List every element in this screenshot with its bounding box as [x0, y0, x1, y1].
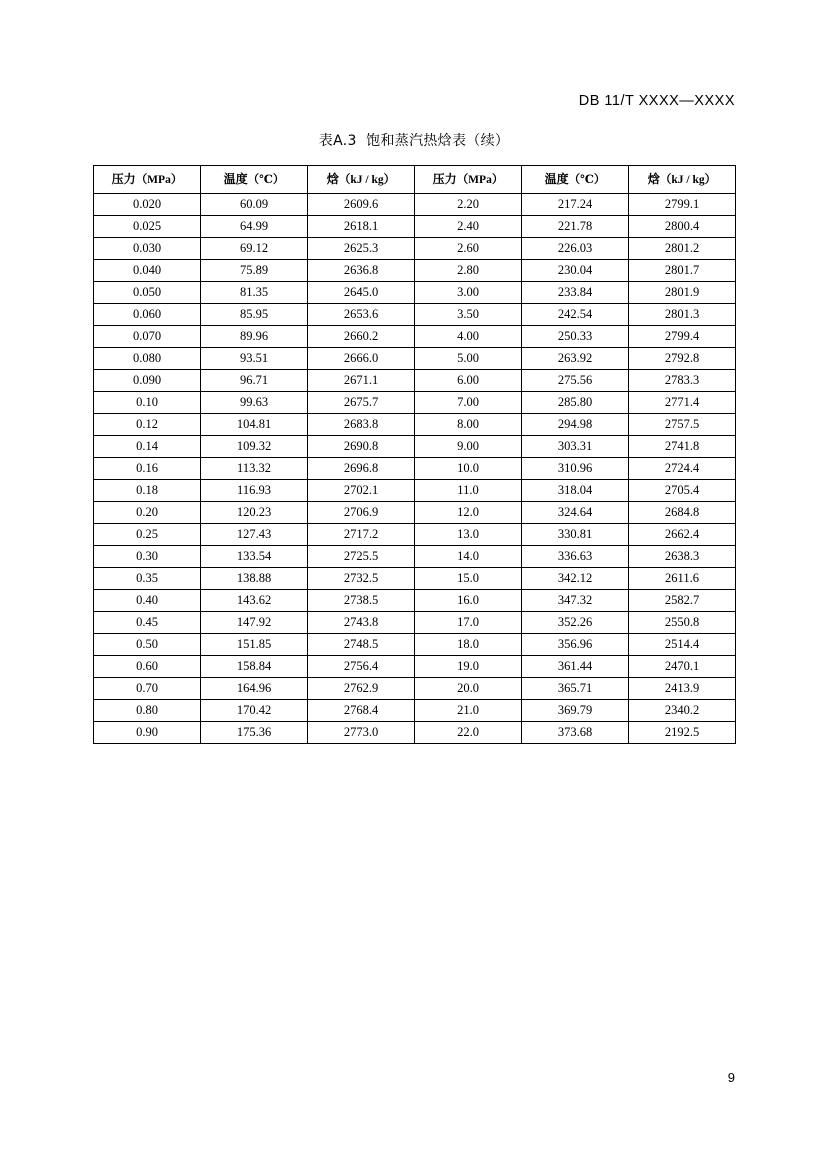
table-cell: 2645.0 [308, 282, 415, 304]
table-cell: 0.80 [94, 700, 201, 722]
table-cell: 233.84 [522, 282, 629, 304]
table-row [94, 238, 736, 260]
table-cell: 2706.9 [308, 502, 415, 524]
table-cell: 120.23 [201, 502, 308, 524]
table-cell: 356.96 [522, 634, 629, 656]
column-header-pressure-right [415, 166, 522, 194]
table-row [94, 370, 736, 392]
column-header-unit: （℃） [247, 174, 285, 186]
table-cell: 2705.4 [629, 480, 736, 502]
table-cell: 0.30 [94, 546, 201, 568]
table-row [94, 304, 736, 326]
table-cell: 3.50 [415, 304, 522, 326]
table-cell: 64.99 [201, 216, 308, 238]
table-body [94, 194, 736, 744]
table-row [94, 194, 736, 216]
table-cell: 2801.3 [629, 304, 736, 326]
table-cell: 330.81 [522, 524, 629, 546]
table-header [94, 166, 736, 194]
table-cell: 250.33 [522, 326, 629, 348]
table-cell: 303.31 [522, 436, 629, 458]
table-cell: 2684.8 [629, 502, 736, 524]
table-cell: 2618.1 [308, 216, 415, 238]
table-cell: 318.04 [522, 480, 629, 502]
table-cell: 9.00 [415, 436, 522, 458]
table-cell: 2717.2 [308, 524, 415, 546]
table-cell: 0.50 [94, 634, 201, 656]
table-row [94, 458, 736, 480]
table-cell: 16.0 [415, 590, 522, 612]
table-cell: 0.030 [94, 238, 201, 260]
column-header-quantity: 压力 [111, 172, 136, 186]
table-cell: 2671.1 [308, 370, 415, 392]
table-cell: 96.71 [201, 370, 308, 392]
table-cell: 275.56 [522, 370, 629, 392]
table-cell: 170.42 [201, 700, 308, 722]
table-cell: 2.20 [415, 194, 522, 216]
table-cell: 217.24 [522, 194, 629, 216]
table-cell: 19.0 [415, 656, 522, 678]
table-cell: 263.92 [522, 348, 629, 370]
table-row [94, 502, 736, 524]
table-row [94, 436, 736, 458]
table-row [94, 612, 736, 634]
table-cell: 2625.3 [308, 238, 415, 260]
table-cell: 69.12 [201, 238, 308, 260]
table-cell: 365.71 [522, 678, 629, 700]
table-cell: 0.10 [94, 392, 201, 414]
table-cell: 75.89 [201, 260, 308, 282]
table-cell: 0.25 [94, 524, 201, 546]
table-cell: 0.16 [94, 458, 201, 480]
table-cell: 8.00 [415, 414, 522, 436]
table-row [94, 216, 736, 238]
table-cell: 20.0 [415, 678, 522, 700]
table-row [94, 678, 736, 700]
table-cell: 285.80 [522, 392, 629, 414]
table-cell: 93.51 [201, 348, 308, 370]
table-cell: 2690.8 [308, 436, 415, 458]
table-row [94, 700, 736, 722]
table-row [94, 546, 736, 568]
table-cell: 17.0 [415, 612, 522, 634]
table-cell: 11.0 [415, 480, 522, 502]
table-cell: 104.81 [201, 414, 308, 436]
table-row [94, 590, 736, 612]
table-cell: 2741.8 [629, 436, 736, 458]
table-cell: 347.32 [522, 590, 629, 612]
table-cell: 0.20 [94, 502, 201, 524]
table-cell: 10.0 [415, 458, 522, 480]
column-header-enthalpy-right [629, 166, 736, 194]
table-cell: 85.95 [201, 304, 308, 326]
table-row [94, 392, 736, 414]
document-standard-code: DB 11/T XXXX—XXXX [578, 93, 735, 109]
table-cell: 0.020 [94, 194, 201, 216]
table-cell: 2660.2 [308, 326, 415, 348]
table-cell: 4.00 [415, 326, 522, 348]
table-cell: 2666.0 [308, 348, 415, 370]
table-row [94, 282, 736, 304]
table-cell: 2771.4 [629, 392, 736, 414]
table-row [94, 348, 736, 370]
table-cell: 2514.4 [629, 634, 736, 656]
table-cell: 336.63 [522, 546, 629, 568]
table-cell: 113.32 [201, 458, 308, 480]
table-cell: 2748.5 [308, 634, 415, 656]
table-cell: 151.85 [201, 634, 308, 656]
table-cell: 147.92 [201, 612, 308, 634]
table-row [94, 480, 736, 502]
table-row [94, 634, 736, 656]
table-row [94, 656, 736, 678]
table-cell: 2799.1 [629, 194, 736, 216]
table-cell: 99.63 [201, 392, 308, 414]
table-cell: 361.44 [522, 656, 629, 678]
table-cell: 0.090 [94, 370, 201, 392]
table-cell: 2.40 [415, 216, 522, 238]
table-cell: 2638.3 [629, 546, 736, 568]
table-cell: 2762.9 [308, 678, 415, 700]
table-cell: 0.60 [94, 656, 201, 678]
table-cell: 2801.9 [629, 282, 736, 304]
table-cell: 133.54 [201, 546, 308, 568]
column-header-quantity: 温度 [223, 172, 248, 186]
table-header-row [94, 166, 736, 194]
table-cell: 294.98 [522, 414, 629, 436]
table-cell: 0.14 [94, 436, 201, 458]
table-cell: 2732.5 [308, 568, 415, 590]
column-header-unit: （MPa） [135, 174, 183, 186]
table-cell: 369.79 [522, 700, 629, 722]
table-cell: 324.64 [522, 502, 629, 524]
table-cell: 7.00 [415, 392, 522, 414]
table-cell: 164.96 [201, 678, 308, 700]
table-cell: 2783.3 [629, 370, 736, 392]
table-cell: 242.54 [522, 304, 629, 326]
table-cell: 0.35 [94, 568, 201, 590]
table-cell: 0.025 [94, 216, 201, 238]
table-cell: 221.78 [522, 216, 629, 238]
table-cell: 81.35 [201, 282, 308, 304]
column-header-pressure-left [94, 166, 201, 194]
table-cell: 2725.5 [308, 546, 415, 568]
column-header-quantity: 焓 [647, 172, 660, 186]
table-cell: 6.00 [415, 370, 522, 392]
table-cell: 2582.7 [629, 590, 736, 612]
column-header-temperature-left [201, 166, 308, 194]
column-header-unit: （kJ / kg） [338, 174, 396, 186]
table-cell: 15.0 [415, 568, 522, 590]
table-cell: 0.18 [94, 480, 201, 502]
table-cell: 2192.5 [629, 722, 736, 744]
table-cell: 226.03 [522, 238, 629, 260]
table-cell: 109.32 [201, 436, 308, 458]
table-cell: 2662.4 [629, 524, 736, 546]
column-header-unit: （℃） [568, 174, 606, 186]
table-cell: 2756.4 [308, 656, 415, 678]
table-cell: 0.90 [94, 722, 201, 744]
table-cell: 2609.6 [308, 194, 415, 216]
table-cell: 342.12 [522, 568, 629, 590]
table-cell: 2768.4 [308, 700, 415, 722]
table-cell: 373.68 [522, 722, 629, 744]
table-cell: 352.26 [522, 612, 629, 634]
column-header-unit: （kJ / kg） [659, 174, 717, 186]
table-cell: 2696.8 [308, 458, 415, 480]
table-cell: 2801.2 [629, 238, 736, 260]
table-cell: 2653.6 [308, 304, 415, 326]
table-cell: 2636.8 [308, 260, 415, 282]
table-cell: 2683.8 [308, 414, 415, 436]
table-cell: 230.04 [522, 260, 629, 282]
table-cell: 14.0 [415, 546, 522, 568]
table-cell: 2550.8 [629, 612, 736, 634]
table-cell: 0.080 [94, 348, 201, 370]
table-cell: 2.80 [415, 260, 522, 282]
table-cell: 310.96 [522, 458, 629, 480]
table-cell: 60.09 [201, 194, 308, 216]
table-cell: 0.40 [94, 590, 201, 612]
table-cell: 3.00 [415, 282, 522, 304]
table-cell: 0.060 [94, 304, 201, 326]
column-header-quantity: 压力 [432, 172, 457, 186]
table-cell: 22.0 [415, 722, 522, 744]
table-cell: 0.70 [94, 678, 201, 700]
table-cell: 0.12 [94, 414, 201, 436]
table-cell: 12.0 [415, 502, 522, 524]
table-cell: 116.93 [201, 480, 308, 502]
table-row [94, 524, 736, 546]
table-cell: 0.040 [94, 260, 201, 282]
table-cell: 127.43 [201, 524, 308, 546]
table-cell: 2800.4 [629, 216, 736, 238]
table-cell: 13.0 [415, 524, 522, 546]
table-cell: 2340.2 [629, 700, 736, 722]
table-row [94, 722, 736, 744]
table-row [94, 260, 736, 282]
table-cell: 2702.1 [308, 480, 415, 502]
table-cell: 2.60 [415, 238, 522, 260]
column-header-quantity: 焓 [326, 172, 339, 186]
table-cell: 2470.1 [629, 656, 736, 678]
table-cell: 5.00 [415, 348, 522, 370]
column-header-quantity: 温度 [544, 172, 569, 186]
page-number: 9 [727, 1070, 735, 1085]
table-cell: 2773.0 [308, 722, 415, 744]
table-cell: 2801.7 [629, 260, 736, 282]
column-header-enthalpy-left [308, 166, 415, 194]
table-cell: 89.96 [201, 326, 308, 348]
table-cell: 2757.5 [629, 414, 736, 436]
table-cell: 2611.6 [629, 568, 736, 590]
table-cell: 2413.9 [629, 678, 736, 700]
table-cell: 2724.4 [629, 458, 736, 480]
table-cell: 0.45 [94, 612, 201, 634]
table-row [94, 414, 736, 436]
saturated-steam-enthalpy-table [93, 165, 736, 744]
table-caption: 表A.3 饱和蒸汽热焓表（续） [318, 133, 510, 149]
table-row [94, 568, 736, 590]
table-cell: 0.050 [94, 282, 201, 304]
table-cell: 2743.8 [308, 612, 415, 634]
table-cell: 2675.7 [308, 392, 415, 414]
table-cell: 0.070 [94, 326, 201, 348]
table-cell: 2738.5 [308, 590, 415, 612]
table-cell: 143.62 [201, 590, 308, 612]
table-row [94, 326, 736, 348]
table-cell: 18.0 [415, 634, 522, 656]
table-cell: 138.88 [201, 568, 308, 590]
column-header-unit: （MPa） [456, 174, 504, 186]
column-header-temperature-right [522, 166, 629, 194]
table-cell: 2799.4 [629, 326, 736, 348]
table-cell: 158.84 [201, 656, 308, 678]
table-cell: 2792.8 [629, 348, 736, 370]
table-cell: 21.0 [415, 700, 522, 722]
table-cell: 175.36 [201, 722, 308, 744]
